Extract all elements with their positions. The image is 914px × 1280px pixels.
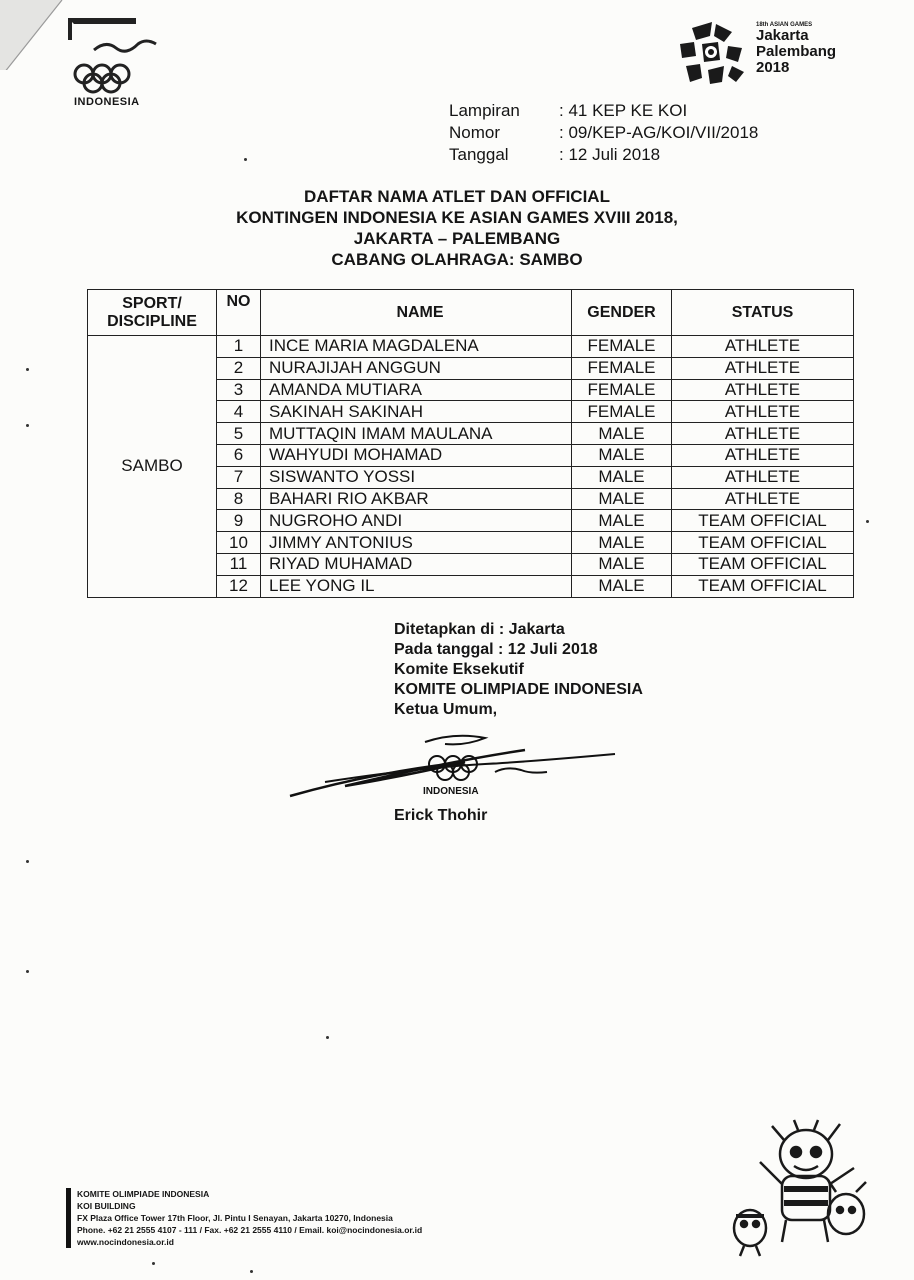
asian-games-city-1: Jakarta bbox=[756, 27, 809, 44]
row-no: 2 bbox=[217, 357, 261, 379]
header-sport-line-2: DISCIPLINE bbox=[107, 312, 197, 330]
scan-speck bbox=[250, 1270, 253, 1273]
row-no: 5 bbox=[217, 423, 261, 445]
row-no: 3 bbox=[217, 379, 261, 401]
document-metadata bbox=[449, 100, 758, 166]
meta-row-nomor bbox=[449, 122, 758, 144]
footer-web: www.nocindonesia.or.id bbox=[77, 1237, 174, 1247]
row-name: BAHARI RIO AKBAR bbox=[261, 488, 572, 510]
page-corner-fold bbox=[0, 0, 70, 70]
row-name: SISWANTO YOSSI bbox=[261, 466, 572, 488]
asian-games-emblem bbox=[672, 18, 750, 90]
row-status: TEAM OFFICIAL bbox=[672, 553, 854, 575]
row-status: ATHLETE bbox=[672, 423, 854, 445]
asian-games-wordmark bbox=[756, 22, 836, 76]
row-name: SAKINAH SAKINAH bbox=[261, 401, 572, 423]
scan-speck bbox=[26, 368, 29, 371]
row-no: 8 bbox=[217, 488, 261, 510]
row-gender: FEMALE bbox=[572, 379, 672, 401]
row-no: 4 bbox=[217, 401, 261, 423]
stamp-text: INDONESIA bbox=[423, 786, 479, 797]
meta-label: Nomor bbox=[449, 123, 501, 142]
signature-and-stamp bbox=[285, 728, 625, 808]
footer-address-line: FX Plaza Office Tower 17th Floor, Jl. Pintu I Senayan, Jakarta 10270, Indonesia bbox=[77, 1213, 393, 1223]
row-name: AMANDA MUTIARA bbox=[261, 379, 572, 401]
meta-value: : 12 Juli 2018 bbox=[559, 145, 661, 164]
header-gender: GENDER bbox=[572, 290, 672, 336]
row-gender: FEMALE bbox=[572, 357, 672, 379]
sign-role: Ketua Umum, bbox=[394, 701, 498, 718]
table-header-row bbox=[88, 290, 854, 336]
noc-indonesia-logo bbox=[66, 16, 166, 96]
header-name: NAME bbox=[261, 290, 572, 336]
asian-games-edition: 18th ASIAN GAMES bbox=[756, 22, 813, 28]
row-name: NUGROHO ANDI bbox=[261, 510, 572, 532]
row-no: 10 bbox=[217, 532, 261, 554]
row-name: INCE MARIA MAGDALENA bbox=[261, 336, 572, 358]
row-gender: FEMALE bbox=[572, 336, 672, 358]
scan-speck bbox=[26, 970, 29, 973]
row-no: 9 bbox=[217, 510, 261, 532]
scan-speck bbox=[326, 1036, 329, 1039]
sign-place: Ditetapkan di : Jakarta bbox=[394, 621, 565, 638]
asian-games-city-2: Palembang bbox=[756, 43, 837, 60]
scan-speck bbox=[244, 158, 247, 161]
row-no: 7 bbox=[217, 466, 261, 488]
row-no: 1 bbox=[217, 336, 261, 358]
row-gender: MALE bbox=[572, 444, 672, 466]
scan-speck bbox=[866, 520, 869, 523]
footer-address bbox=[66, 1188, 422, 1248]
footer-building: KOI BUILDING bbox=[77, 1201, 136, 1211]
title-line-1: DAFTAR NAMA ATLET DAN OFFICIAL bbox=[304, 187, 610, 206]
row-name: MUTTAQIN IMAM MAULANA bbox=[261, 423, 572, 445]
row-no: 11 bbox=[217, 553, 261, 575]
footer-contact: Phone. +62 21 2555 4107 - 111 / Fax. +62 21 2555 4110 / Email. koi@nocindonesia.or.id bbox=[77, 1225, 423, 1235]
row-status: TEAM OFFICIAL bbox=[672, 532, 854, 554]
meta-label: Lampiran bbox=[449, 101, 520, 120]
row-no: 6 bbox=[217, 444, 261, 466]
row-status: ATHLETE bbox=[672, 488, 854, 510]
sport-cell: SAMBO bbox=[88, 336, 217, 598]
header-sport-line-1: SPORT/ bbox=[122, 294, 182, 312]
row-status: ATHLETE bbox=[672, 444, 854, 466]
title-line-3: JAKARTA – PALEMBANG bbox=[353, 229, 561, 248]
scan-speck bbox=[26, 424, 29, 427]
title-line-4: CABANG OLAHRAGA: SAMBO bbox=[331, 250, 583, 269]
asian-games-mascots-image bbox=[724, 1118, 874, 1258]
signer-name: Erick Thohir bbox=[394, 807, 488, 824]
meta-value: : 41 KEP KE KOI bbox=[559, 101, 688, 120]
footer-org: KOMITE OLIMPIADE INDONESIA bbox=[77, 1189, 210, 1199]
row-gender: MALE bbox=[572, 466, 672, 488]
row-status: ATHLETE bbox=[672, 466, 854, 488]
row-status: ATHLETE bbox=[672, 336, 854, 358]
scan-speck bbox=[26, 860, 29, 863]
header-status: STATUS bbox=[672, 290, 854, 336]
meta-row-lampiran bbox=[449, 100, 758, 122]
row-status: ATHLETE bbox=[672, 401, 854, 423]
sign-date: Pada tanggal : 12 Juli 2018 bbox=[394, 641, 598, 658]
row-name: LEE YONG IL bbox=[261, 575, 572, 597]
sign-committee: Komite Eksekutif bbox=[394, 661, 524, 678]
row-name: RIYAD MUHAMAD bbox=[261, 553, 572, 575]
row-gender: MALE bbox=[572, 553, 672, 575]
row-gender: FEMALE bbox=[572, 401, 672, 423]
roster-table bbox=[87, 289, 854, 598]
asian-games-year: 2018 bbox=[756, 59, 790, 76]
row-gender: MALE bbox=[572, 488, 672, 510]
meta-value: : 09/KEP-AG/KOI/VII/2018 bbox=[559, 123, 759, 142]
noc-name: INDONESIA bbox=[74, 96, 140, 108]
row-name: WAHYUDI MOHAMAD bbox=[261, 444, 572, 466]
row-name: NURAJIJAH ANGGUN bbox=[261, 357, 572, 379]
sign-organization: KOMITE OLIMPIADE INDONESIA bbox=[394, 681, 643, 698]
document-title bbox=[0, 186, 914, 270]
header-no: NO bbox=[217, 290, 261, 336]
row-gender: MALE bbox=[572, 575, 672, 597]
row-status: TEAM OFFICIAL bbox=[672, 510, 854, 532]
row-gender: MALE bbox=[572, 423, 672, 445]
row-no: 12 bbox=[217, 575, 261, 597]
signature-block bbox=[394, 620, 643, 720]
meta-label: Tanggal bbox=[449, 145, 509, 164]
title-line-2: KONTINGEN INDONESIA KE ASIAN GAMES XVIII 2018, bbox=[236, 208, 678, 227]
row-status: ATHLETE bbox=[672, 357, 854, 379]
table-row bbox=[88, 336, 854, 358]
row-status: TEAM OFFICIAL bbox=[672, 575, 854, 597]
row-status: ATHLETE bbox=[672, 379, 854, 401]
header-sport bbox=[88, 290, 217, 336]
row-name: JIMMY ANTONIUS bbox=[261, 532, 572, 554]
row-gender: MALE bbox=[572, 510, 672, 532]
row-gender: MALE bbox=[572, 532, 672, 554]
scan-speck bbox=[152, 1262, 155, 1265]
meta-row-tanggal bbox=[449, 144, 758, 166]
